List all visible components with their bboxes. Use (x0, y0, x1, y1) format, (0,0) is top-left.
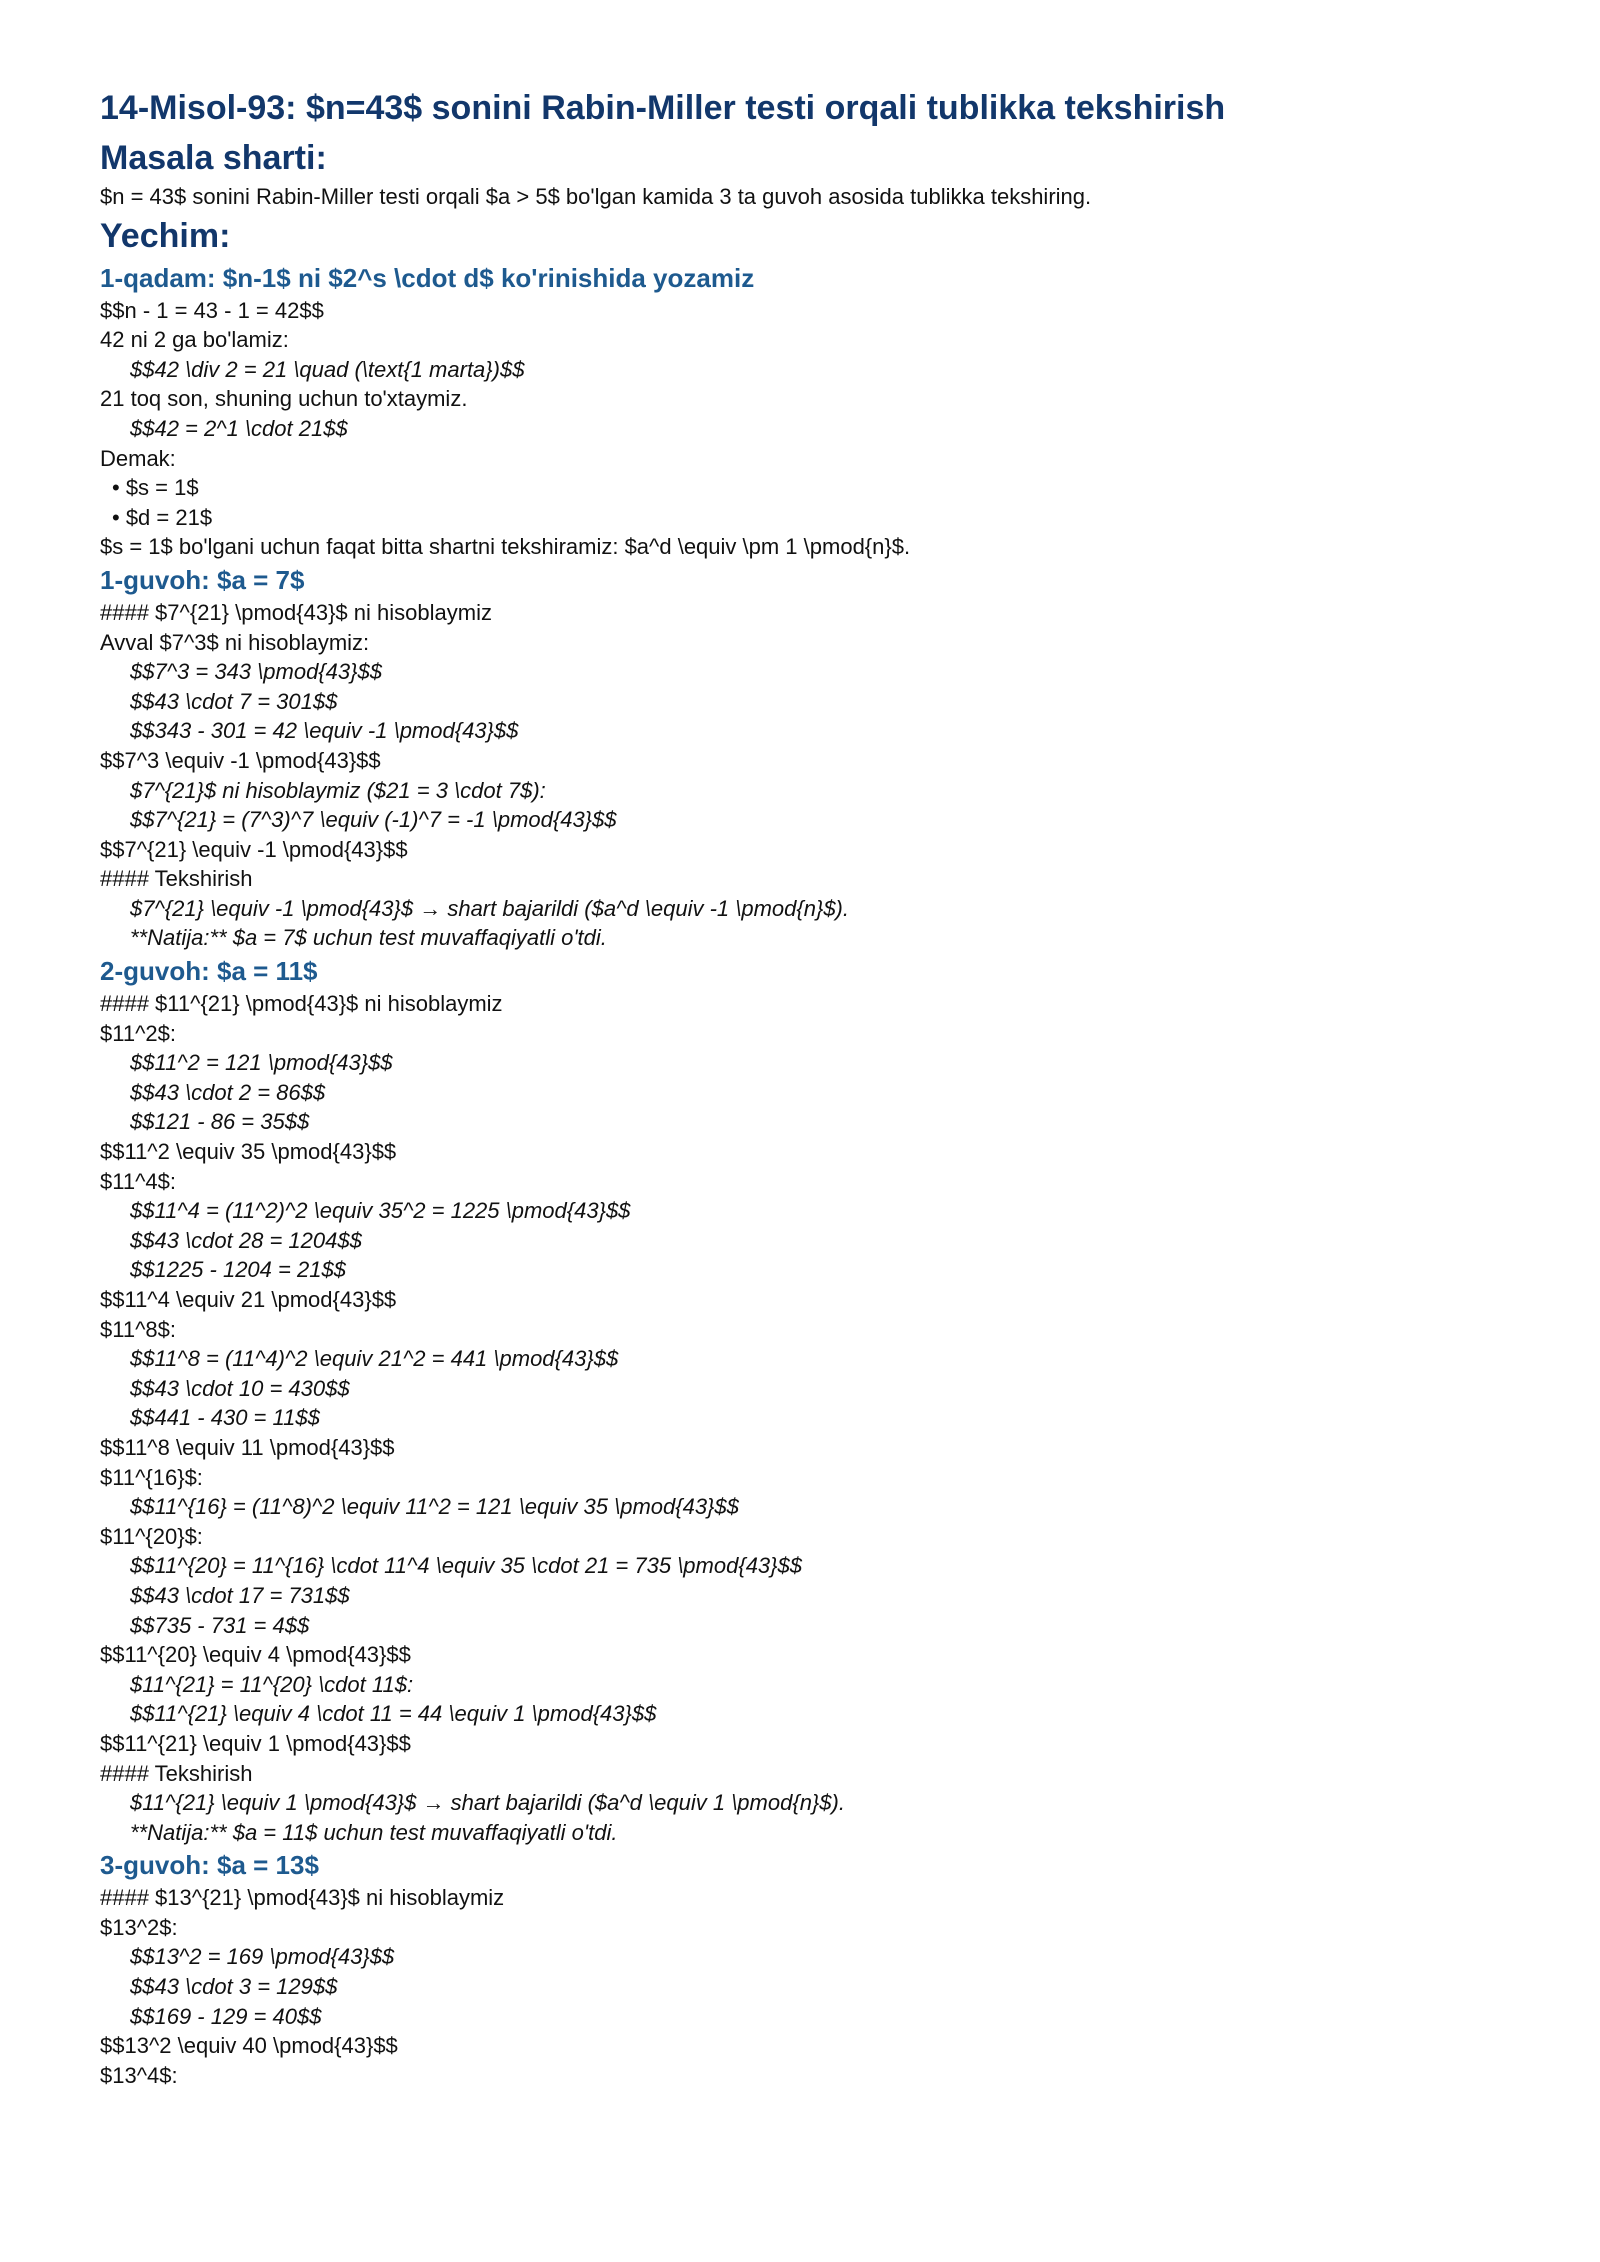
math-line: $$343 - 301 = 42 \equiv -1 \pmod{43}$$ (130, 718, 519, 744)
text-line: $s = 1$ bo'lgani uchun faqat bitta shartni tekshiramiz: $a^d \equiv \pm 1 \pmod{n}$. (100, 534, 911, 560)
list-item: • $d = 21$ (112, 504, 213, 530)
math-line: $7^{21} \equiv -1 \pmod{43}$ → shart bajarildi ($a^d \equiv -1 \pmod{n}$). (130, 895, 849, 921)
math-line: $$43 \cdot 10 = 430$$ (130, 1375, 350, 1401)
text-line: $$11^{21} \equiv 1 \pmod{43}$$ (100, 1730, 411, 1756)
text-line: $$7^{21} \equiv -1 \pmod{43}$$ (100, 836, 408, 862)
text-line: $n = 43$ sonini Rabin-Miller testi orqali $a > 5$ bo'lgan kamida 3 ta guvoh asosida tublikka tekshiring. (100, 184, 1092, 209)
subsection-heading: 3-guvoh: $a = 13$ (100, 1850, 319, 1881)
math-line: $$1225 - 1204 = 21$$ (130, 1257, 346, 1283)
subsection-heading: 1-qadam: $n-1$ ni $2^s \cdot d$ ko'rinishida yozamiz (100, 262, 755, 293)
text-line: 42 ni 2 ga bo'lamiz: (100, 327, 289, 353)
math-line: $$43 \cdot 2 = 86$$ (130, 1079, 326, 1105)
math-line: $11^{21} \equiv 1 \pmod{43}$ → shart bajarildi ($a^d \equiv 1 \pmod{n}$). (130, 1790, 845, 1816)
text-line: #### $11^{21} \pmod{43}$ ni hisoblaymiz (100, 991, 503, 1017)
text-line: $$13^2 \equiv 40 \pmod{43}$$ (100, 2033, 398, 2059)
text-line: $11^8$: (100, 1316, 176, 1342)
math-line: $$11^4 = (11^2)^2 \equiv 35^2 = 1225 \pmod{43}$$ (130, 1198, 631, 1224)
math-line: $$7^{21} = (7^3)^7 \equiv (-1)^7 = -1 \pmod{43}$$ (130, 807, 617, 833)
text-line: Avval $7^3$ ni hisoblaymiz: (100, 629, 370, 655)
text-line: $11^2$: (100, 1020, 176, 1046)
section-heading: Yechim: (100, 216, 231, 255)
math-line: $$169 - 129 = 40$$ (130, 2003, 322, 2029)
math-line: $$441 - 430 = 11$$ (130, 1405, 320, 1431)
math-line: $$13^2 = 169 \pmod{43}$$ (130, 1944, 395, 1970)
math-line: $$11^{20} = 11^{16} \cdot 11^4 \equiv 35 \cdot 21 = 735 \pmod{43}$$ (130, 1553, 802, 1579)
text-line: $$n - 1 = 43 - 1 = 42$$ (100, 297, 324, 323)
math-line: $$42 \div 2 = 21 \quad (\text{1 marta})$$ (130, 356, 525, 382)
math-line: $7^{21}$ ni hisoblaymiz ($21 = 3 \cdot 7$): (130, 777, 546, 803)
document-title: 14-Misol-93: $n=43$ sonini Rabin-Miller testi orqali tublikka tekshirish (100, 89, 1226, 127)
math-line: $$121 - 86 = 35$$ (130, 1109, 310, 1135)
text-line: #### Tekshirish (100, 866, 253, 892)
document-body (100, 134, 1540, 2090)
text-line: $11^{20}$: (100, 1523, 203, 1549)
math-line: $$43 \cdot 28 = 1204$$ (130, 1227, 362, 1253)
math-line: **Natija:** $a = 11$ uchun test muvaffaqiyatli o'tdi. (130, 1819, 618, 1845)
text-line: $$11^8 \equiv 11 \pmod{43}$$ (100, 1434, 395, 1460)
text-line: $$11^4 \equiv 21 \pmod{43}$$ (100, 1287, 397, 1312)
document-page (100, 82, 1540, 2090)
math-line: $$11^{21} \equiv 4 \cdot 11 = 44 \equiv 1 \pmod{43}$$ (130, 1701, 657, 1727)
math-line: $$11^8 = (11^4)^2 \equiv 21^2 = 441 \pmod{43}$$ (130, 1346, 619, 1372)
math-line: $$43 \cdot 7 = 301$$ (130, 688, 338, 714)
list-item: • $s = 1$ (112, 475, 199, 501)
text-line: #### $13^{21} \pmod{43}$ ni hisoblaymiz (100, 1885, 505, 1911)
text-line: $13^2$: (100, 1914, 178, 1940)
text-line: 21 toq son, shuning uchun to'xtaymiz. (100, 386, 468, 412)
text-line: $11^{16}$: (100, 1464, 203, 1490)
text-line: $11^4$: (100, 1168, 176, 1194)
math-line: $11^{21} = 11^{20} \cdot 11$: (130, 1671, 414, 1697)
math-line: $$735 - 731 = 4$$ (130, 1612, 310, 1638)
text-line: $$11^{20} \equiv 4 \pmod{43}$$ (100, 1642, 411, 1668)
math-line: $$11^2 = 121 \pmod{43}$$ (130, 1050, 393, 1076)
subsection-heading: 1-guvoh: $a = 7$ (100, 564, 305, 595)
text-line: $$11^2 \equiv 35 \pmod{43}$$ (100, 1139, 397, 1165)
text-line: #### $7^{21} \pmod{43}$ ni hisoblaymiz (100, 599, 492, 625)
math-line: $$43 \cdot 3 = 129$$ (130, 1974, 338, 2000)
text-line: Demak: (100, 445, 176, 471)
math-line: $$42 = 2^1 \cdot 21$$ (130, 415, 348, 441)
section-heading: Masala sharti: (100, 139, 327, 177)
math-line: $$7^3 = 343 \pmod{43}$$ (130, 659, 382, 685)
text-line: $13^4$: (100, 2062, 178, 2088)
math-line: $$43 \cdot 17 = 731$$ (130, 1582, 350, 1608)
text-line: $$7^3 \equiv -1 \pmod{43}$$ (100, 747, 381, 773)
subsection-heading: 2-guvoh: $a = 11$ (100, 956, 318, 987)
math-line: $$11^{16} = (11^8)^2 \equiv 11^2 = 121 \equiv 35 \pmod{43}$$ (130, 1494, 739, 1520)
math-line: **Natija:** $a = 7$ uchun test muvaffaqiyatli o'tdi. (130, 925, 607, 951)
text-line: #### Tekshirish (100, 1760, 253, 1786)
